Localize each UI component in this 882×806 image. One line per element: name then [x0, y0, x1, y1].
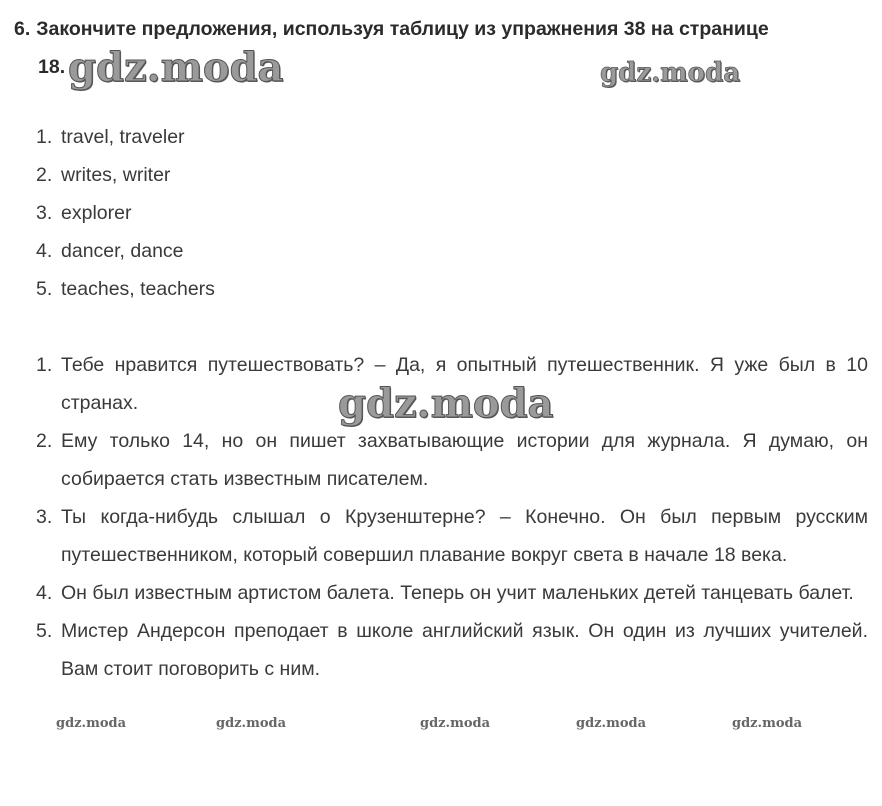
item-text: travel, traveler: [61, 126, 185, 148]
list-item: [36, 574, 868, 612]
exercise-heading: [14, 10, 870, 86]
exercise-instruction: Закончите предложения, используя таблицу из упражнения 38 на странице: [36, 18, 769, 40]
list-item: [36, 232, 868, 270]
item-number: 3.: [36, 506, 53, 528]
item-number: 4.: [36, 582, 53, 604]
watermark-logo: gdz.moda: [216, 716, 287, 731]
item-text: explorer: [61, 202, 132, 224]
list-item: [36, 422, 868, 498]
item-number: 4.: [36, 240, 53, 262]
item-number: 2.: [36, 430, 53, 452]
watermark-logo: gdz.moda: [68, 44, 284, 91]
exercise-instruction-continued: 18.: [38, 56, 66, 78]
watermark-logo: gdz.moda: [56, 716, 127, 731]
watermark-logo: gdz.moda: [420, 716, 491, 731]
item-number: 1.: [36, 126, 53, 148]
list-item: [36, 498, 868, 574]
item-number: 2.: [36, 164, 53, 186]
word-answer-list: [36, 118, 868, 308]
item-text: Тебе нравится путешествовать? – Да, я опытный путешественник. Я уже был в 10 странах.: [61, 354, 868, 414]
list-item: [36, 156, 868, 194]
list-item: [36, 346, 868, 422]
item-number: 5.: [36, 278, 53, 300]
item-number: 1.: [36, 354, 53, 376]
item-text: dancer, dance: [61, 240, 184, 262]
item-text: Мистер Андерсон преподает в школе английский язык. Он один из лучших учителей. Вам стоит поговорить с ним.: [61, 620, 868, 680]
item-number: 5.: [36, 620, 53, 642]
list-item: [36, 270, 868, 308]
item-text: teaches, teachers: [61, 278, 215, 300]
list-item: [36, 194, 868, 232]
list-item: [36, 612, 868, 688]
exercise-number: 6.: [14, 18, 31, 40]
watermark-logo: gdz.moda: [576, 716, 647, 731]
watermark-logo: gdz.moda: [600, 58, 741, 88]
item-text: writes, writer: [61, 164, 171, 186]
translation-list: [36, 346, 868, 688]
list-item: [36, 118, 868, 156]
item-text: Ему только 14, но он пишет захватывающие истории для журнала. Я думаю, он собирается стать известным писателем.: [61, 430, 868, 490]
watermark-logo: gdz.moda: [732, 716, 803, 731]
item-text: Он был известным артистом балета. Теперь он учит маленьких детей танцевать балет.: [61, 582, 854, 604]
item-text: Ты когда-нибудь слышал о Крузенштерне? – Конечно. Он был первым русским путешественником, который совершил плавание вокруг света в начале 18 века.: [61, 506, 868, 566]
watermark-logo: gdz.moda: [338, 380, 554, 427]
item-number: 3.: [36, 202, 53, 224]
